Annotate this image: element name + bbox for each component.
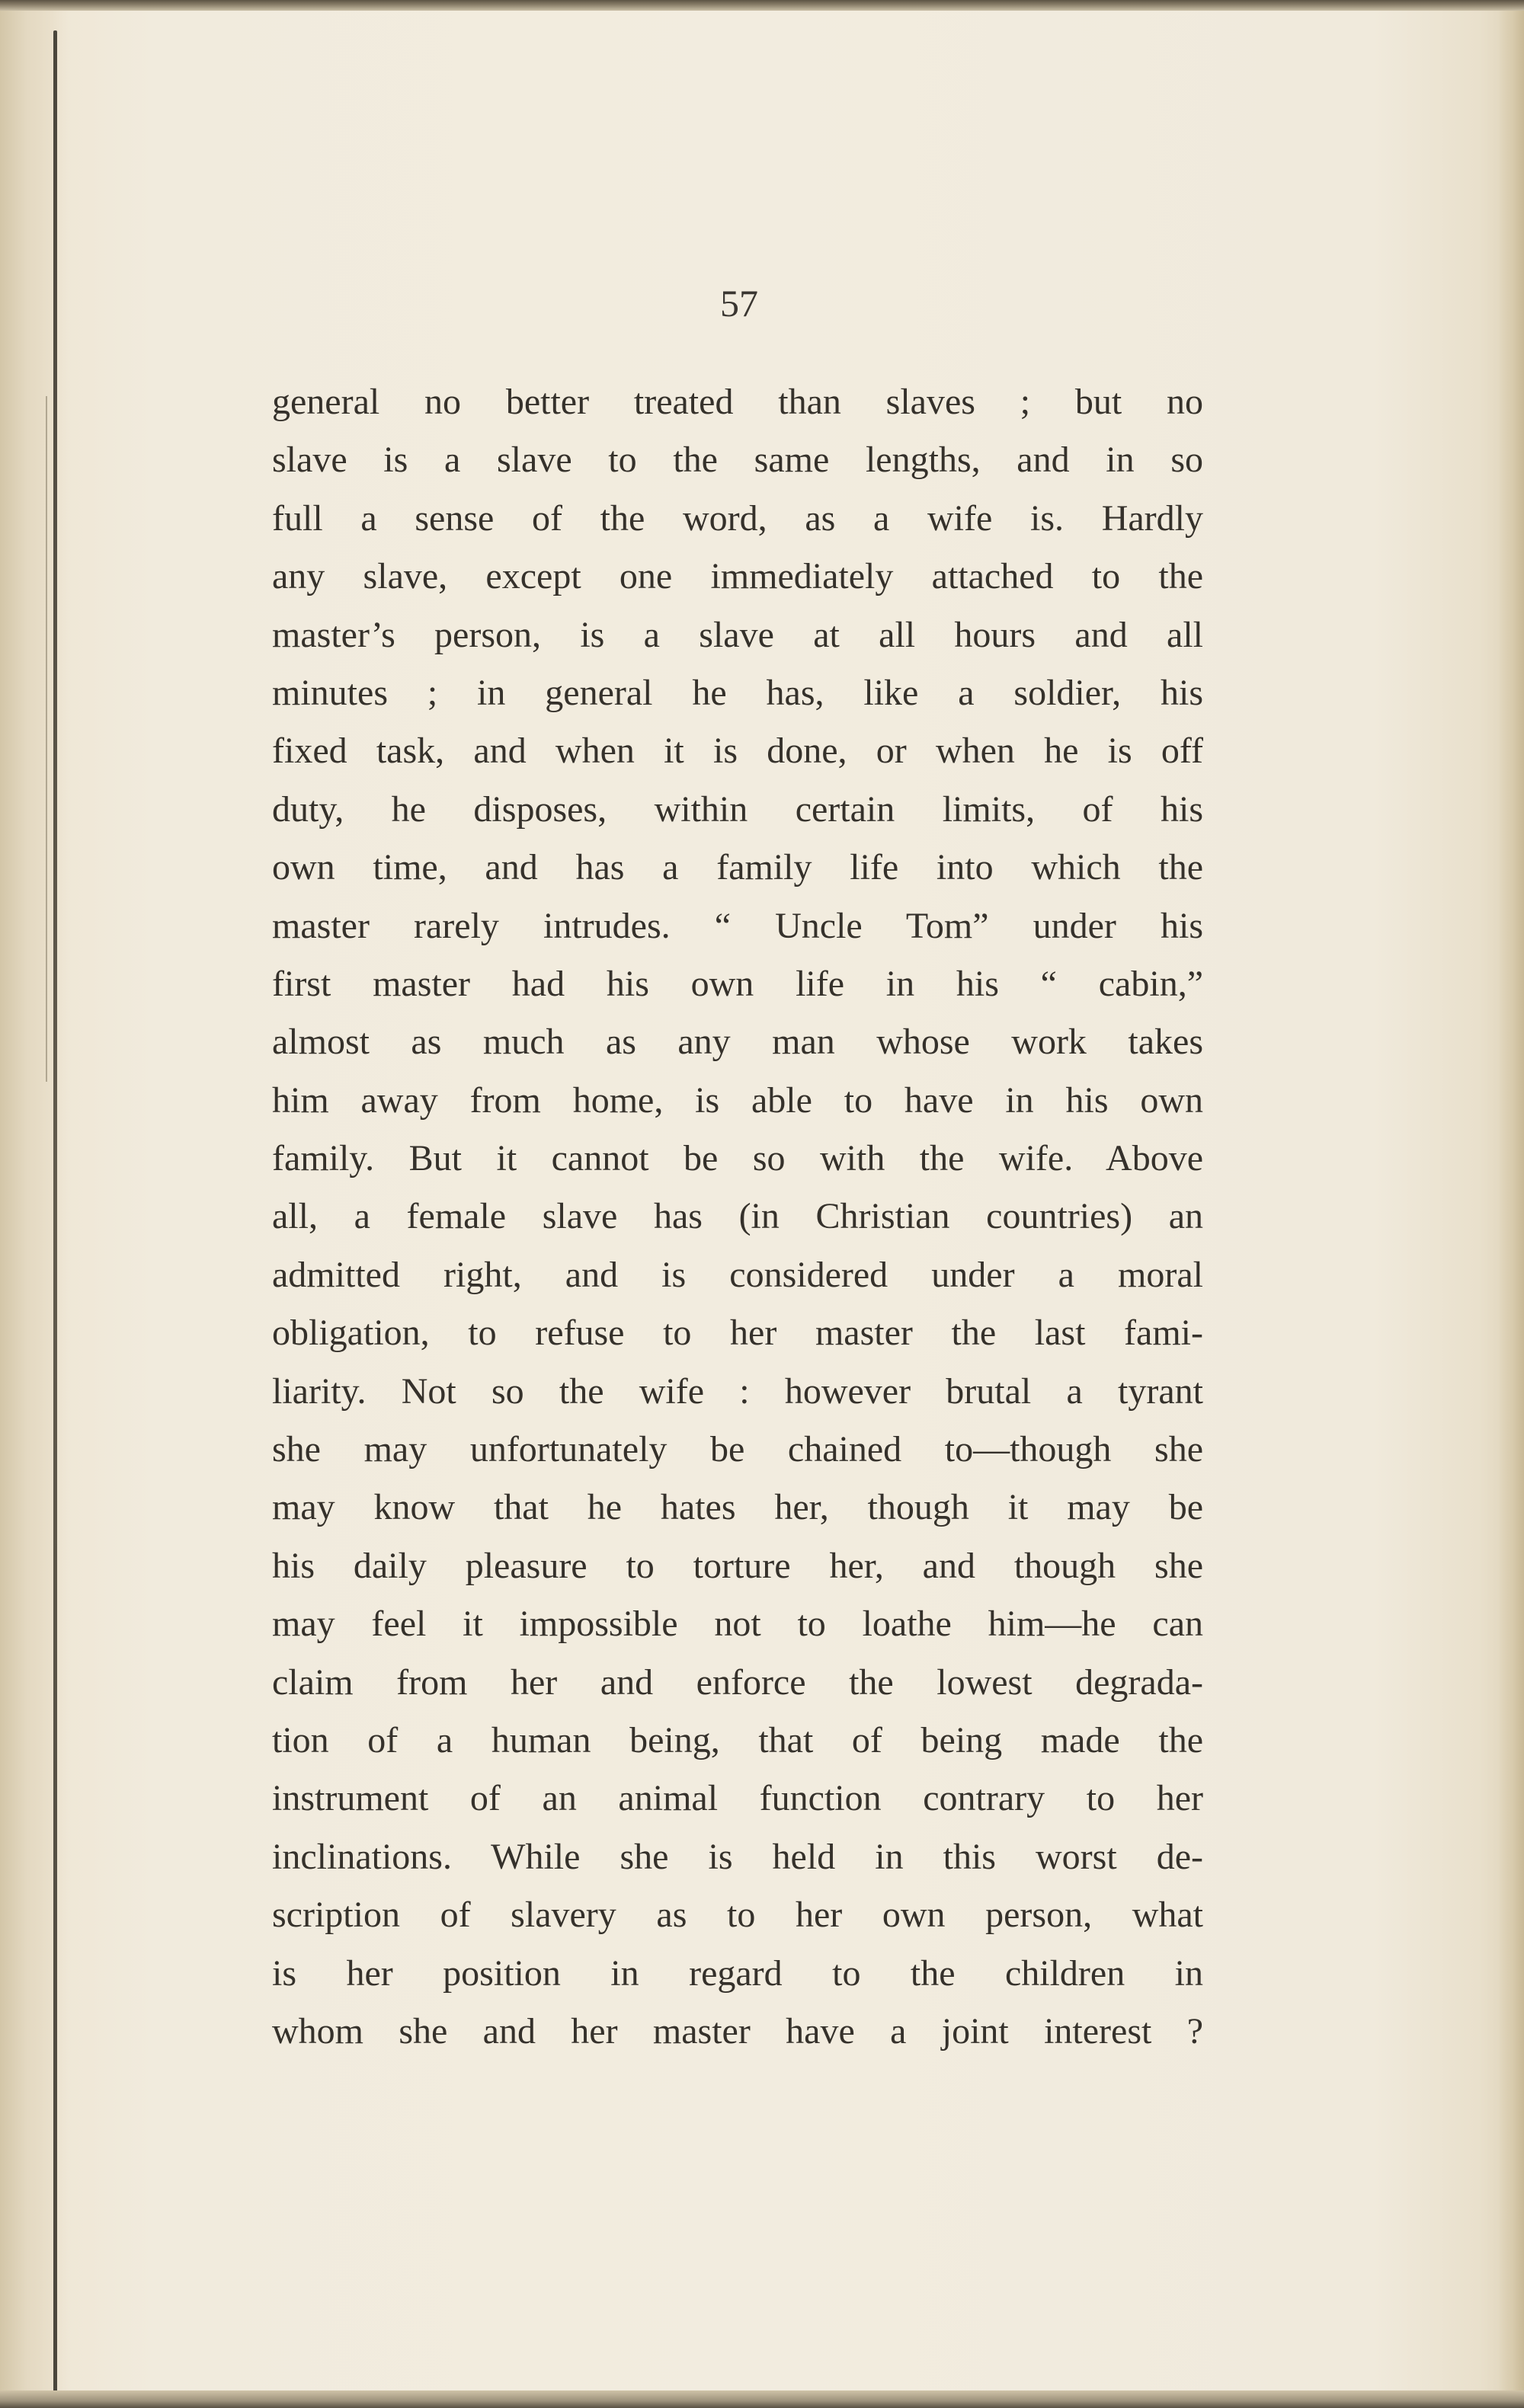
- page-bottom-edge: [0, 2390, 1524, 2408]
- text-line: she may unfortunately be chained to—though she: [272, 1429, 1203, 1470]
- binding-shadow: [46, 396, 47, 1082]
- text-line: tion of a human being, that of being made the: [272, 1719, 1203, 1760]
- text-line: inclinations. While she is held in this worst de-: [272, 1836, 1203, 1877]
- text-line: may know that he hates her, though it may be: [272, 1487, 1203, 1528]
- page-right-edge: [1498, 0, 1524, 2408]
- text-line: minutes ; in general he has, like a soldier, his: [272, 672, 1203, 713]
- text-line: first master had his own life in his “ cabin,”: [272, 963, 1203, 1004]
- text-line: admitted right, and is considered under a moral: [272, 1254, 1203, 1295]
- text-line: scription of slavery as to her own person, what: [272, 1895, 1203, 1936]
- body-text: [272, 373, 1203, 2061]
- text-line: fixed task, and when it is done, or when he is off: [272, 731, 1203, 772]
- page-number: 57: [720, 282, 758, 325]
- text-line: master’s person, is a slave at all hours and all: [272, 614, 1203, 655]
- text-line: all, a female slave has (in Christian countries) an: [272, 1196, 1203, 1237]
- text-line: general no better treated than slaves ; but no: [272, 382, 1203, 422]
- binding-edge: [53, 30, 57, 2392]
- text-line: full a sense of the word, as a wife is. Hardly: [272, 497, 1203, 539]
- book-gutter: [0, 0, 69, 2408]
- text-line: liarity. Not so the wife : however brutal a tyrant: [272, 1370, 1203, 1412]
- page-top-edge: [0, 0, 1524, 11]
- text-line: duty, he disposes, within certain limits, of his: [272, 788, 1203, 830]
- text-line: obligation, to refuse to her master the last fami-: [272, 1313, 1203, 1354]
- text-line: whom she and her master have a joint interest ?: [272, 2010, 1203, 2051]
- text-line: is her position in regard to the children in: [272, 1952, 1203, 1994]
- text-line: any slave, except one immediately attached to the: [272, 556, 1203, 597]
- text-line: family. But it cannot be so with the wife. Above: [272, 1138, 1203, 1179]
- text-line: master rarely intrudes. “ Uncle Tom” under his: [272, 905, 1203, 946]
- text-line: him away from home, is able to have in his own: [272, 1079, 1203, 1121]
- text-line: almost as much as any man whose work takes: [272, 1022, 1203, 1063]
- text-line: his daily pleasure to torture her, and though she: [272, 1545, 1203, 1586]
- text-line: slave is a slave to the same lengths, and in so: [272, 440, 1203, 481]
- text-line: own time, and has a family life into which the: [272, 847, 1203, 888]
- text-line: may feel it impossible not to loathe him—he can: [272, 1604, 1203, 1645]
- text-line: claim from her and enforce the lowest degrada-: [272, 1661, 1203, 1703]
- text-line: instrument of an animal function contrary to her: [272, 1778, 1203, 1819]
